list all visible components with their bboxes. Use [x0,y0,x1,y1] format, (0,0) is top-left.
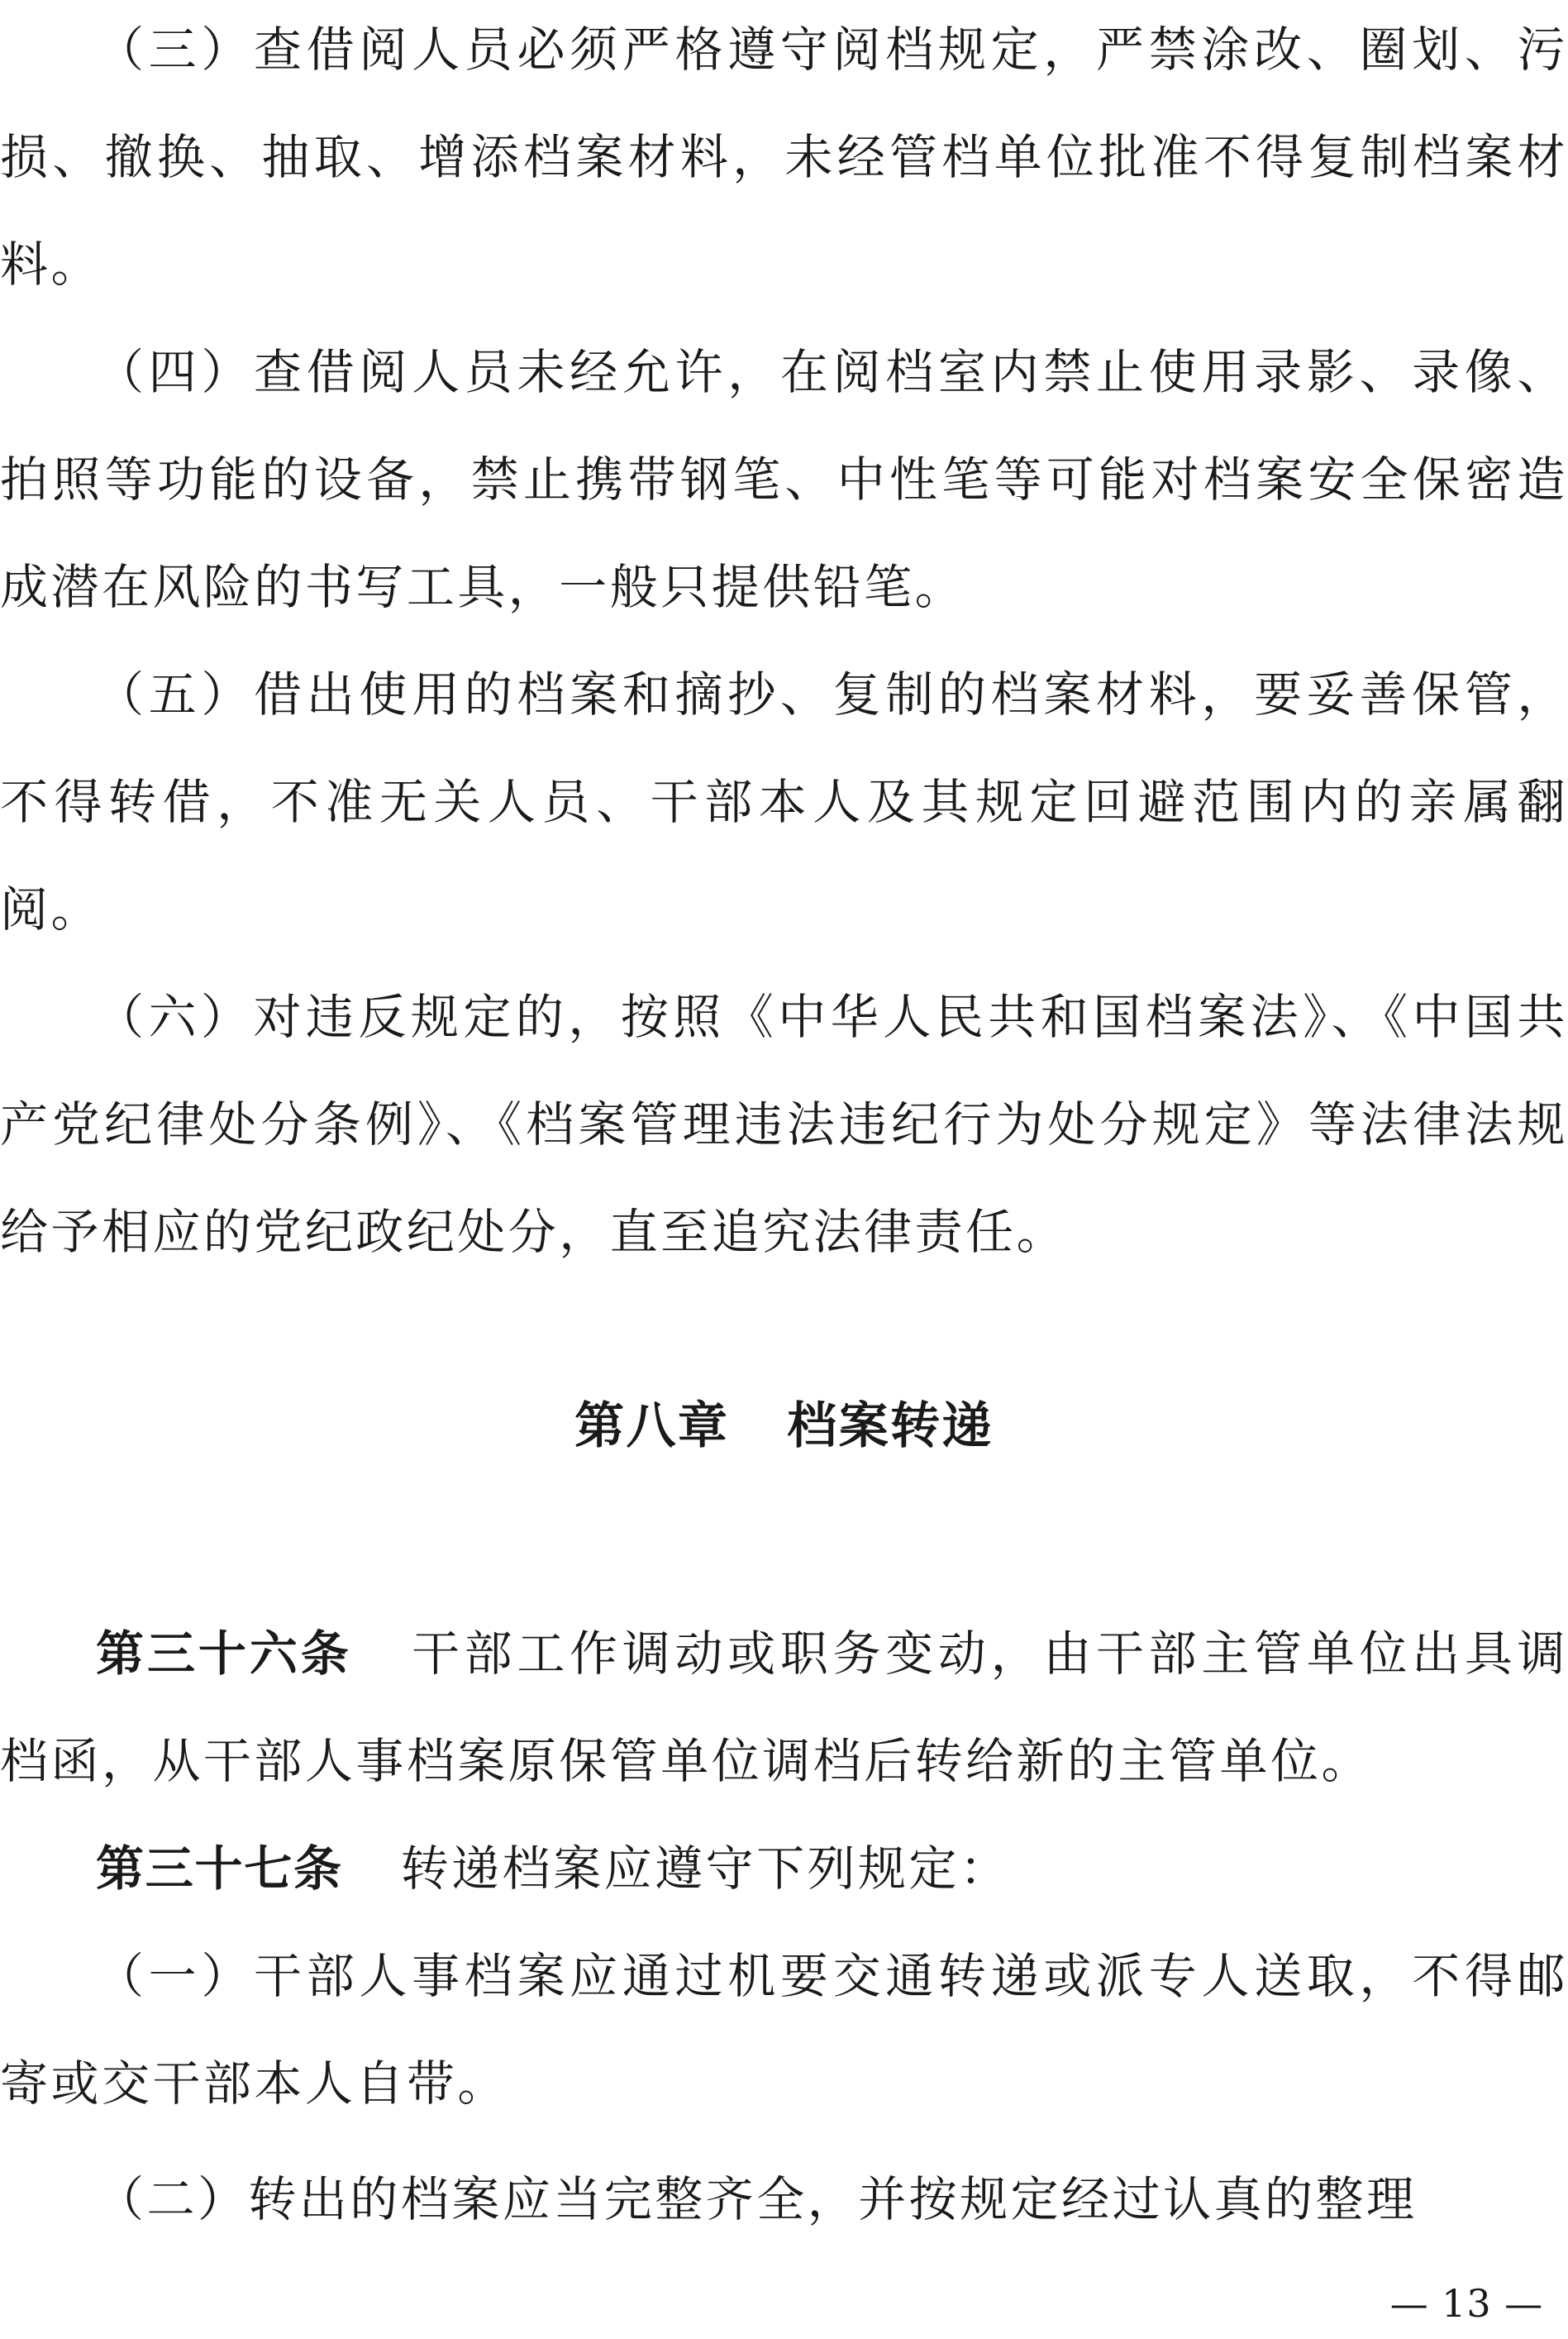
paragraph-item-6: （六）对违反规定的，按照《中华人民共和国档案法》、《中国共产党纪律处分条例》、《档案管理违法违纪行为处分规定》等法律法规给予相应的党纪政纪处分，直至追究法律责任。 [0,989,1568,1260]
article-36-label: 第三十六条 [96,1625,352,1682]
paragraph-item-5: （五）借出使用的档案和摘抄、复制的档案材料，要妥善保管，不得转借，不准无关人员、干部本人及其规定回避范围内的亲属翻阅。 [0,666,1568,938]
article-37-item-1: （一）干部人事档案应通过机要交通转递或派专人送取，不得邮寄或交干部本人自带。 [0,1948,1568,2112]
chapter-title: 档案转递 [787,1397,994,1455]
chapter-heading [0,1389,1568,1463]
paragraph-item-4: （四）查借阅人员未经允许，在阅档室内禁止使用录影、录像、拍照等功能的设备，禁止携带钢笔、中性笔等可能对档案安全保密造成潜在风险的书写工具，一般只提供铅笔。 [0,344,1568,615]
paragraph-item-3: （三）查借阅人员必须严格遵守阅档规定，严禁涂改、圈划、污损、撤换、抽取、增添档案材料，未经管档单位批准不得复制档案材料。 [0,21,1568,293]
article-37-text: 转递档案应遵守下列规定： [400,1840,1011,1897]
page-number: — 13 — [1389,2281,1543,2326]
article-36 [0,1600,1568,1815]
article-37 [0,1815,1568,1922]
article-37-item-2: （二）转出的档案应当完整齐全，并按规定经过认真的整理 [96,2171,1418,2227]
article-37-label: 第三十七条 [96,1840,343,1897]
chapter-number: 第八章 [574,1397,730,1455]
article-36-text: 干部工作调动或职务变动，由干部主管单位出具调档函，从干部人事档案原保管单位调档后转给新的主管单位。 [0,1625,1568,1789]
